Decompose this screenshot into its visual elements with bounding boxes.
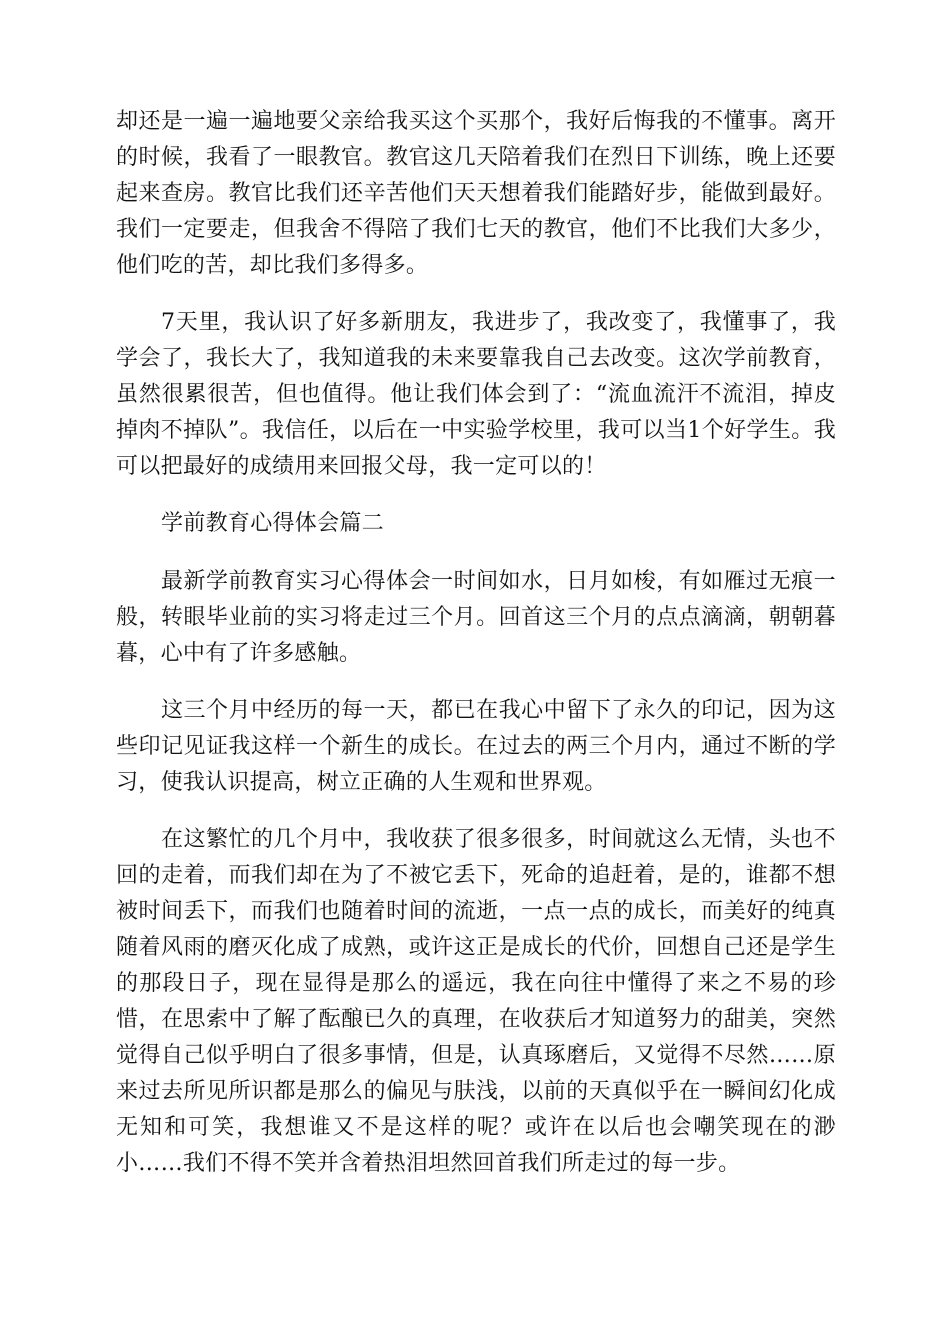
section-heading: 学前教育心得体会篇二 — [161, 511, 385, 536]
paragraph-busy-months: 在这繁忙的几个月中，我收获了很多很多，时间就这么无情，头也不回的走着，而我们却在为了不被它丢下，死命的追赶着，是的，谁都不想被时间丢下，而我们也随着时间的流逝，一点一点的成长，而美好的纯真随着风雨的磨灭化成了成熟，或许这正是成长的代价，回想自己还是学生的那段日子，现在显得是那么的遥远，我在向往中懂得了来之不易的珍惜，在思索中了解了酝酿已久的真理，在收获后才知道努力的甜美，突然觉得自己似乎明白了很多事情，但是，认真琢磨后，又觉得不尽然……原来过去所见所识都是那么的偏见与肤浅，以前的天真似乎在一瞬间幻化成无知和可笑，我想谁又不是这样的呢？或许在以后也会嘲笑现在的渺小……我们不得不笑并含着热泪坦然回首我们所走过的每一步。 — [116, 827, 836, 1176]
paragraph-three-months: 这三个月中经历的每一天，都已在我心中留下了永久的印记，因为这些印记见证我这样一个新生的成长。在过去的两三个月内，通过不断的学习，使我认识提高，树立正确的人生观和世界观。 — [116, 698, 836, 795]
paragraph-internship-intro: 最新学前教育实习心得体会一时间如水，日月如梭，有如雁过无痕一般，转眼毕业前的实习将走过三个月。回首这三个月的点点滴滴，朝朝暮暮，心中有了许多感触。 — [116, 569, 836, 666]
paragraph-continuation: 却还是一遍一遍地要父亲给我买这个买那个，我好后悔我的不懂事。离开的时候，我看了一眼教官。教官这几天陪着我们在烈日下训练，晚上还要起来查房。教官比我们还辛苦他们天天想着我们能踏好步，能做到最好。我们一定要走，但我舍不得陪了我们七天的教官，他们不比我们大多少，他们吃的苦，却比我们多得多。 — [116, 109, 836, 278]
paragraph-seven-days: 7天里，我认识了好多新朋友，我进步了，我改变了，我懂事了，我学会了，我长大了，我知道我的未来要靠我自己去改变。这次学前教育，虽然很累很苦，但也值得。他让我们体会到了：“流血流汗不流泪，掉皮掉肉不掉队”。我信任，以后在一中实验学校里，我可以当1个好学生。我可以把最好的成绩用来回报父母，我一定可以的！ — [116, 310, 836, 479]
document-body — [116, 104, 836, 1203]
